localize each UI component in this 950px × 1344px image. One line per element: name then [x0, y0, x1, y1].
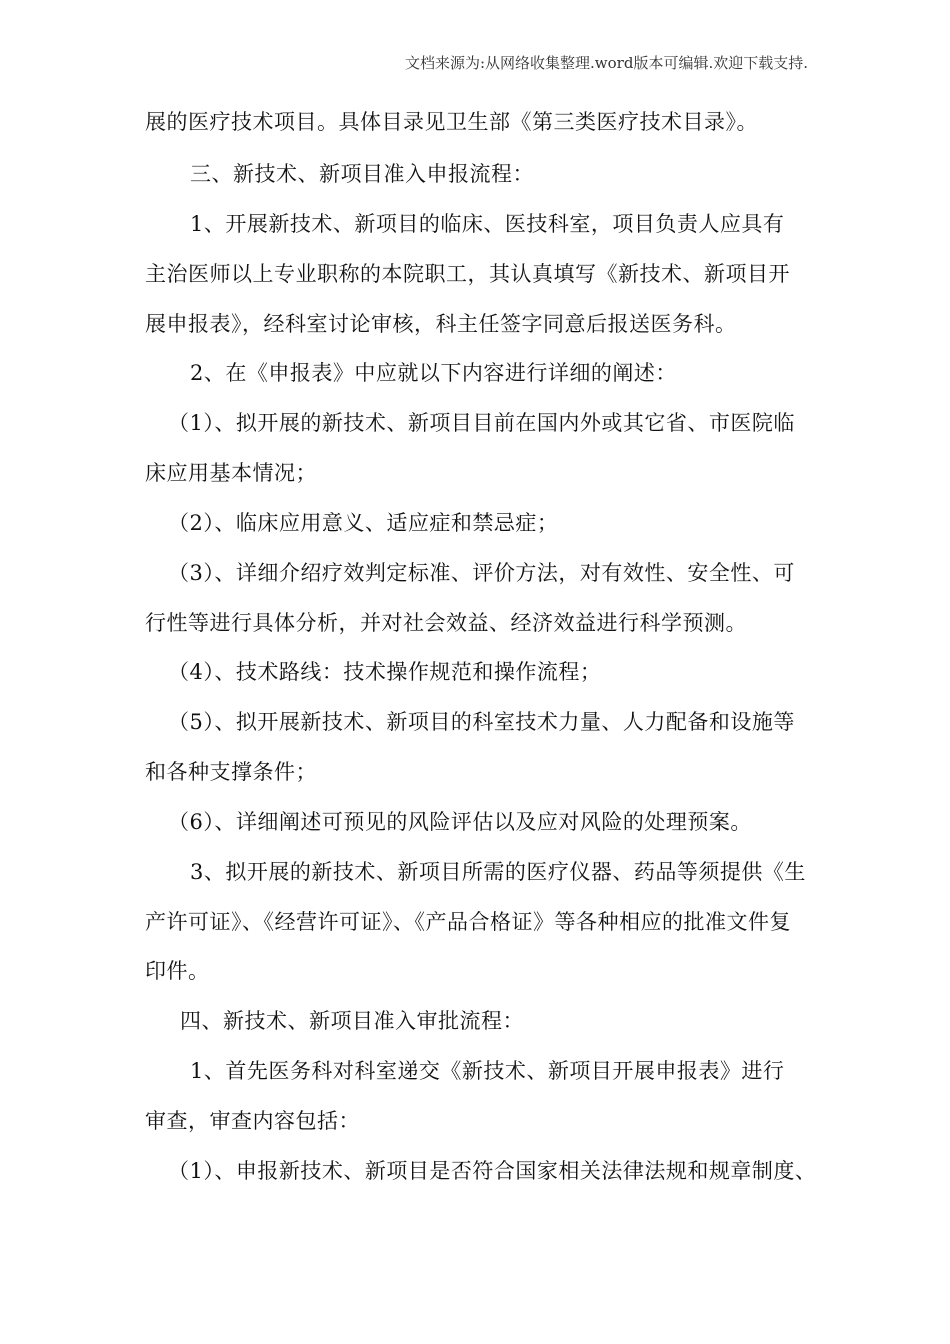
text-line: 展的医疗技术项目。具体目录见卫生部《第三类医疗技术目录》。	[145, 110, 758, 134]
text-line: （3）、详细介绍疗效判定标准、评价方法，对有效性、安全性、可	[168, 561, 795, 585]
section-heading: 三、新技术、新项目准入申报流程：	[190, 162, 534, 186]
text-line: 3、拟开展的新技术、新项目所需的医疗仪器、药品等须提供《生	[190, 860, 806, 884]
text-line: （1）、拟开展的新技术、新项目目前在国内外或其它省、市医院临	[168, 411, 795, 435]
text-line: 展申报表》，经科室讨论审核，科主任签字同意后报送医务科。	[145, 312, 737, 336]
section-heading: 四、新技术、新项目准入审批流程：	[180, 1009, 524, 1033]
text-line: 审查，审查内容包括：	[145, 1109, 360, 1133]
text-line: （1）、申报新技术、新项目是否符合国家相关法律法规和规章制度、	[168, 1159, 817, 1183]
text-line: 1、首先医务科对科室递交《新技术、新项目开展申报表》进行	[190, 1059, 785, 1083]
text-line: 行性等进行具体分析，并对社会效益、经济效益进行科学预测。	[145, 611, 747, 635]
text-line: （5）、拟开展新技术、新项目的科室技术力量、人力配备和设施等	[168, 710, 795, 734]
text-line: （6）、详细阐述可预见的风险评估以及应对风险的处理预案。	[168, 810, 752, 834]
text-line: （4）、技术路线：技术操作规范和操作流程；	[168, 660, 602, 684]
header-note: 文档来源为:从网络收集整理.word版本可编辑.欢迎下载支持.	[404, 54, 808, 72]
text-line: 产许可证》、《经营许可证》、《产品合格证》等各种相应的批准文件复	[145, 910, 791, 934]
text-line: （2）、临床应用意义、适应症和禁忌症；	[168, 511, 559, 535]
text-line: 主治医师以上专业职称的本院职工，其认真填写《新技术、新项目开	[145, 262, 790, 286]
text-line: 1、开展新技术、新项目的临床、医技科室，项目负责人应具有	[190, 212, 785, 236]
text-line: 2、在《申报表》中应就以下内容进行详细的阐述：	[190, 361, 677, 385]
text-line: 和各种支撑条件；	[145, 760, 317, 784]
text-line: 床应用基本情况；	[145, 461, 317, 485]
text-line: 印件。	[145, 959, 210, 983]
